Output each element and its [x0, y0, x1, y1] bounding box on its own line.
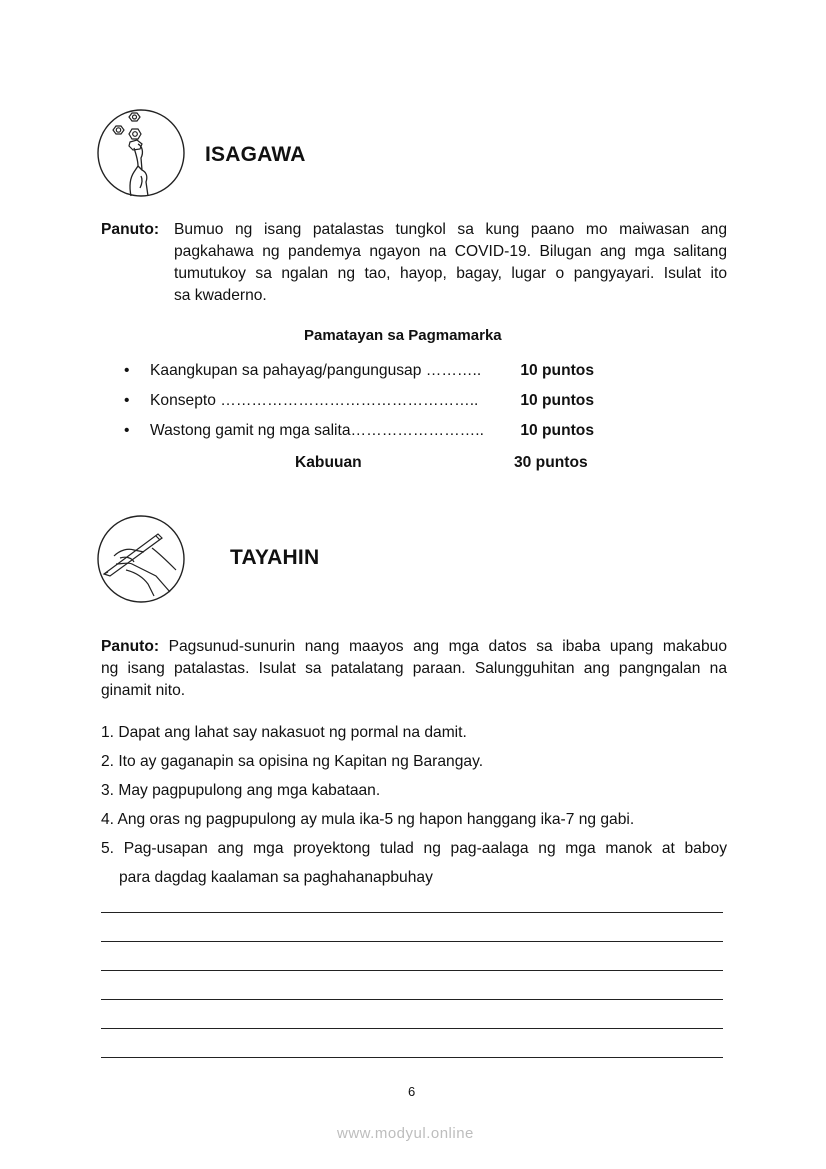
panuto-label: Panuto: [101, 221, 160, 238]
instruction-line: sa kwaderno. [174, 287, 267, 304]
answer-line[interactable] [101, 941, 723, 942]
rubric-row [124, 362, 594, 384]
list-item-continuation: para dagdag kaalaman sa paghahanapbuhay [119, 869, 433, 886]
list-item [101, 834, 727, 863]
bullet: • [124, 362, 130, 379]
instruction-line: ng isang patalastas. Isulat sa patalatang paraan. Salungguhitan ang pangngalan na [101, 660, 727, 677]
rubric-criterion: Kaangkupan sa pahayag/pangungusap ……….. [150, 362, 482, 379]
bullet: • [124, 392, 130, 409]
list-item: 2. Ito ay gaganapin sa opisina ng Kapitan ng Barangay. [101, 753, 484, 770]
instruction-line: Bumuo ng isang patalastas tungkol sa kung paano mo maiwasan ang [174, 221, 727, 238]
rubric-total-label: Kabuuan [295, 454, 362, 471]
list-item: 1. Dapat ang lahat say nakasuot ng pormal na damit. [101, 724, 467, 741]
bullet: • [124, 422, 130, 439]
rubric-criterion: Konsepto ………………………………………….. [150, 392, 479, 409]
instruction-line: tumutukoy sa ngalan ng tao, hayop, bagay, lugar o pangyayari. Isulat ito [174, 265, 727, 282]
rubric-row [124, 422, 594, 444]
panuto-label: Panuto: [101, 638, 160, 655]
answer-line[interactable] [101, 999, 723, 1000]
answer-line[interactable] [101, 1057, 723, 1058]
hand-writing-pencil-icon [96, 514, 186, 604]
list-item: 3. May pagpupulong ang mga kabataan. [101, 782, 381, 799]
watermark: www.modyul.online [337, 1125, 474, 1142]
rubric-total-points: 30 puntos [514, 454, 588, 471]
answer-line[interactable] [101, 912, 723, 913]
instruction-text: Pagsunud-sunurin nang maayos ang mga datos sa ibaba upang makabuo [159, 638, 727, 655]
section-title-tayahin: TAYAHIN [230, 546, 320, 569]
hand-with-nuts-icon [96, 108, 186, 198]
rubric-points: 10 puntos [520, 362, 594, 379]
rubric-title: Pamatayan sa Pagmamarka [304, 327, 502, 344]
answer-line[interactable] [101, 1028, 723, 1029]
instruction-line: ginamit nito. [101, 682, 186, 699]
instruction-line: pagkahawa ng pandemya ngayon na COVID-19. Bilugan ang mga salitang [174, 243, 727, 260]
list-item: 4. Ang oras ng pagpupulong ay mula ika-5 ng hapon hanggang ika-7 ng gabi. [101, 811, 635, 828]
rubric-points: 10 puntos [520, 392, 594, 409]
page-number: 6 [408, 1084, 416, 1099]
rubric-criterion: Wastong gamit ng mga salita…………………….. [150, 422, 484, 439]
section-title-isagawa: ISAGAWA [205, 143, 306, 166]
rubric-row [124, 392, 594, 414]
list-item-text: 5. Pag-usapan ang mga proyektong tulad ng pag-aalaga ng mga manok at baboy [101, 840, 727, 857]
answer-line[interactable] [101, 970, 723, 971]
instruction-line [101, 636, 727, 658]
rubric-points: 10 puntos [520, 422, 594, 439]
